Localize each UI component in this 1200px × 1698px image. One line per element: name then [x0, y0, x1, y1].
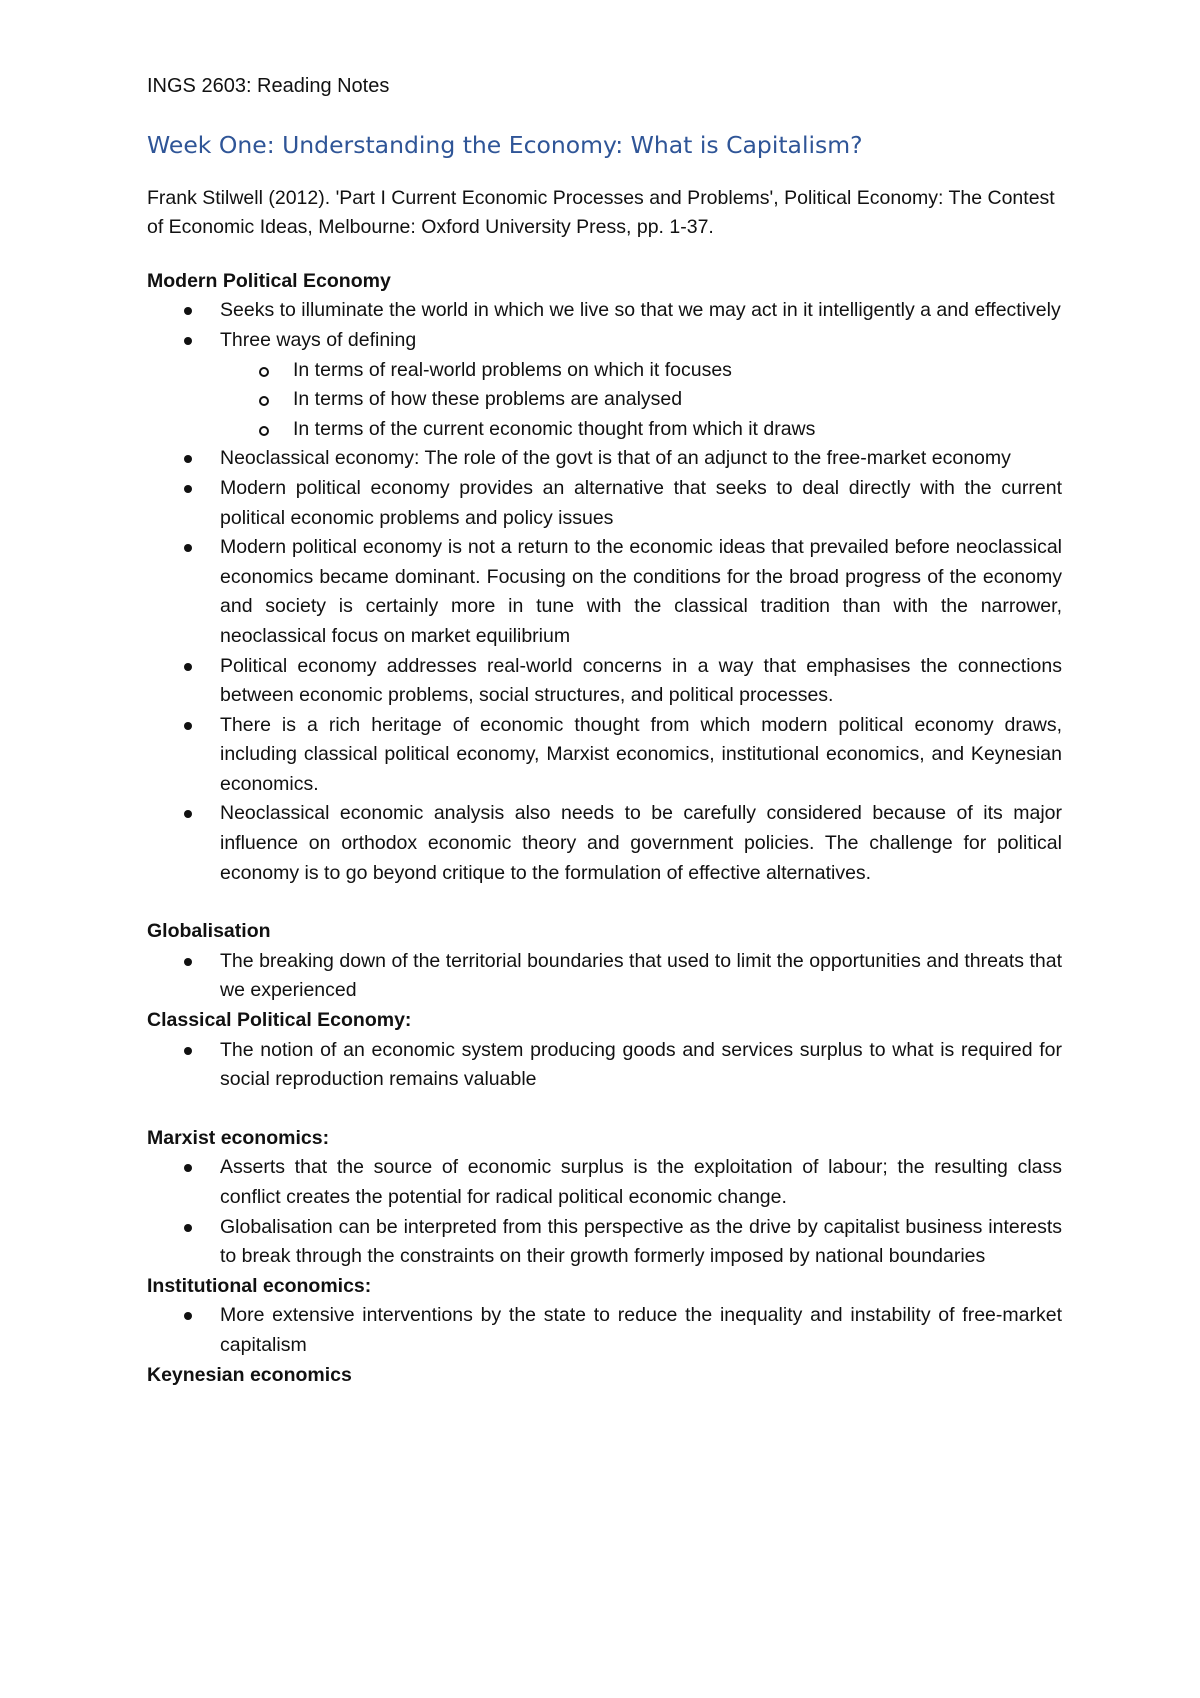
- section-heading-keynesian-economics: Keynesian economics: [147, 1363, 352, 1386]
- list-item: [220, 799, 1062, 888]
- list-item: [220, 1153, 1062, 1212]
- list-item-text: More extensive interventions by the state to reduce the inequality and instability of free-market capitalism: [220, 1304, 1062, 1356]
- paragraph-gap: [147, 888, 1062, 917]
- bullet-icon: [184, 958, 192, 966]
- bullet-icon: [184, 307, 192, 315]
- bullet-icon: [184, 663, 192, 671]
- bullet-icon: [184, 455, 192, 463]
- bullet-icon: [184, 722, 192, 730]
- section-heading-marxist-economics: Marxist economics:: [147, 1126, 330, 1149]
- list-item: [220, 533, 1062, 651]
- document-page: [147, 72, 1062, 1390]
- sub-list-item-text: In terms of the current economic thought from which it draws: [293, 417, 816, 440]
- hollow-bullet-icon: [259, 426, 269, 436]
- list-item: [220, 652, 1062, 711]
- section-heading-globalisation: Globalisation: [147, 920, 271, 943]
- sub-list: [220, 356, 1062, 445]
- list-item: [220, 947, 1062, 1006]
- sub-list-item-text: In terms of real-world problems on which it focuses: [293, 358, 732, 381]
- bullet-list-marxist: [147, 1153, 1062, 1271]
- list-item: [220, 711, 1062, 800]
- section-heading-institutional-economics: Institutional economics:: [147, 1274, 372, 1297]
- list-item-text: Neoclassical economic analysis also needs to be carefully considered because of its major influence on orthodox economic theory and government policies. The challenge for political economy is to go beyond critique to the formulation of effective alternatives.: [220, 802, 1062, 884]
- list-item: [220, 444, 1062, 474]
- list-item: [220, 326, 1062, 444]
- bullet-icon: [184, 544, 192, 552]
- bullet-list-modern: [147, 296, 1062, 888]
- list-item-text: Political economy addresses real-world concerns in a way that emphasises the connections between economic problems, social structures, and political processes.: [220, 654, 1062, 707]
- bullet-icon: [184, 1224, 192, 1232]
- document-header: INGS 2603: Reading Notes: [147, 75, 390, 97]
- list-item: [220, 1301, 1062, 1360]
- citation: Frank Stilwell (2012). 'Part I Current Economic Processes and Problems', Political Economy: The Contest of Economic Ideas, Melbourne: Oxford University Press, pp. 1-37.: [147, 186, 1055, 239]
- list-item-text: Neoclassical economy: The role of the govt is that of an adjunct to the free-market economy: [220, 447, 1011, 470]
- bullet-icon: [184, 1047, 192, 1055]
- sub-list-item: [293, 356, 1062, 386]
- bullet-icon: [184, 1312, 192, 1320]
- paragraph-gap: [147, 1095, 1062, 1124]
- list-item-text: The breaking down of the territorial boundaries that used to limit the opportunities and threats that we experienced: [220, 949, 1062, 1002]
- list-item: [220, 474, 1062, 533]
- list-item: [220, 1213, 1062, 1272]
- bullet-icon: [184, 485, 192, 493]
- list-item-text: Modern political economy provides an alternative that seeks to deal directly with the current political economic problems and policy issues: [220, 476, 1062, 529]
- list-item: [220, 296, 1062, 326]
- bullet-icon: [184, 1164, 192, 1172]
- list-item-text: Three ways of defining: [220, 328, 417, 351]
- list-item-text: There is a rich heritage of economic thought from which modern political economy draws, including classical political economy, Marxist economics, institutional economics, and Keynesian economics.: [220, 713, 1062, 795]
- list-item-text: The notion of an economic system producing goods and services surplus to what is required for social reproduction remains valuable: [220, 1038, 1062, 1091]
- section-heading-classical-political-economy: Classical Political Economy:: [147, 1009, 412, 1032]
- list-item: [220, 1036, 1062, 1095]
- bullet-icon: [184, 337, 192, 345]
- list-item-text: Asserts that the source of economic surplus is the exploitation of labour; the resulting class conflict creates the potential for radical political economic change.: [220, 1156, 1062, 1208]
- section-heading-modern-political-economy: Modern Political Economy: [147, 269, 391, 292]
- bullet-list-institutional: [147, 1301, 1062, 1360]
- document-title: Week One: Understanding the Economy: What is Capitalism?: [147, 130, 863, 159]
- bullet-list-classical: [147, 1036, 1062, 1095]
- sub-list-item: [293, 385, 1062, 415]
- hollow-bullet-icon: [259, 367, 269, 377]
- list-item-text: Globalisation can be interpreted from this perspective as the drive by capitalist business interests to break through the constraints on their growth formerly imposed by national boundaries: [220, 1215, 1062, 1268]
- list-item-text: Seeks to illuminate the world in which we live so that we may act in it intelligently a and effectively: [220, 299, 1061, 322]
- bullet-list-globalisation: [147, 947, 1062, 1006]
- sub-list-item-text: In terms of how these problems are analysed: [293, 388, 683, 411]
- bullet-icon: [184, 810, 192, 818]
- list-item-text: Modern political economy is not a return to the economic ideas that prevailed before neoclassical economics became dominant. Focusing on the conditions for the broad progress of the economy and society is certainly more in tune with the classical tradition than with the narrower, neoclassical focus on market equilibrium: [220, 536, 1062, 647]
- sub-list-item: [293, 415, 1062, 445]
- hollow-bullet-icon: [259, 396, 269, 406]
